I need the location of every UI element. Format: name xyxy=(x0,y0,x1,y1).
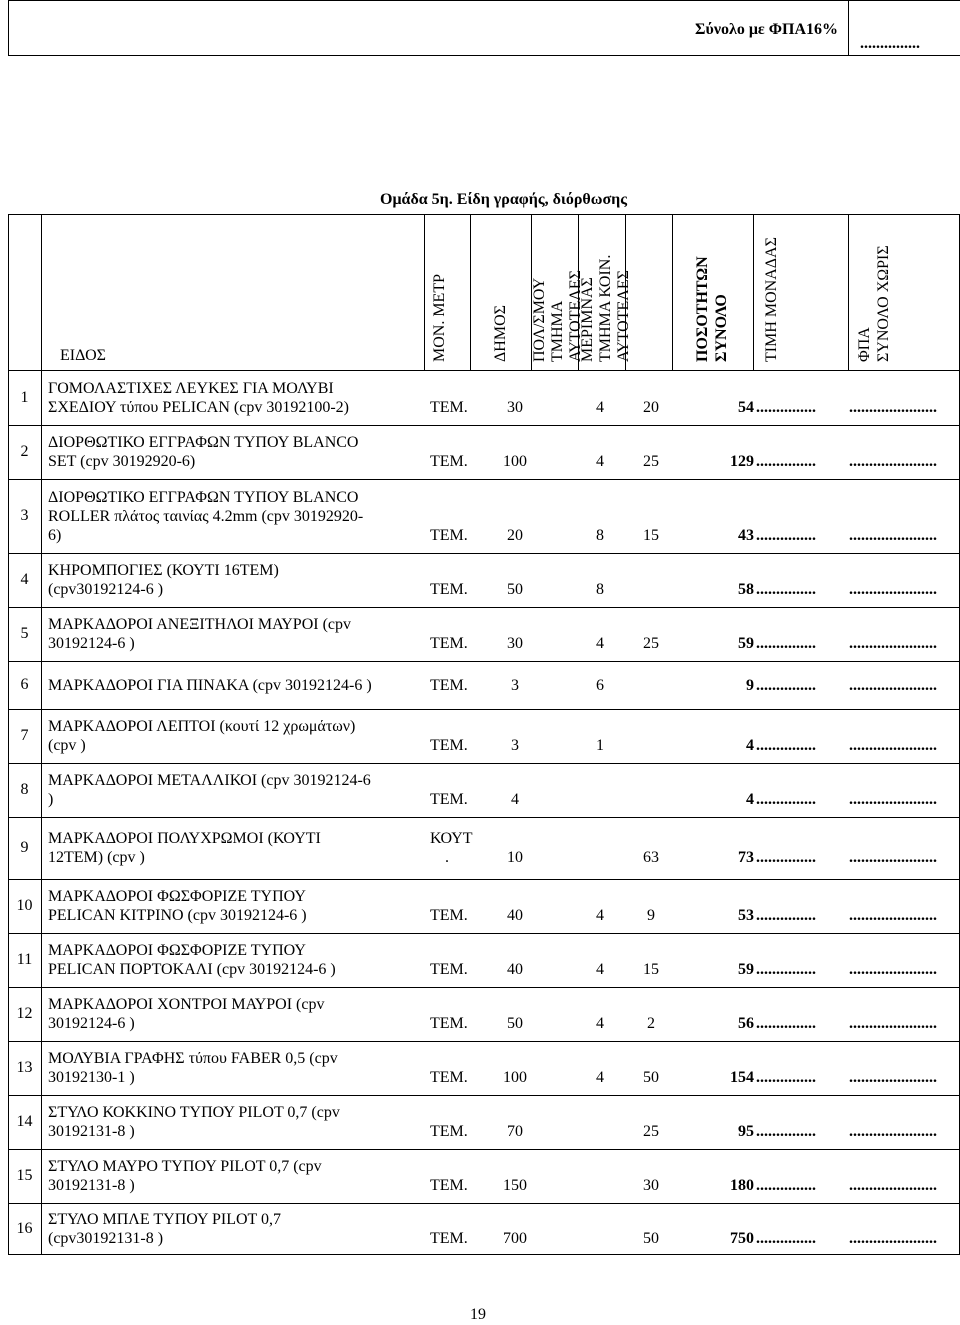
row-unit: ΤΕΜ. xyxy=(430,581,468,598)
row-unit: ΤΕΜ. xyxy=(430,635,468,652)
row-description: ΓΟΜΟΛΑΣΤΙΧΕΣ ΛΕΥΚΕΣ ΓΙΑ ΜΟΛΥΒΙ xyxy=(48,380,334,397)
row-total-no-vat: ...................... xyxy=(849,527,937,544)
row-total-no-vat: ...................... xyxy=(849,453,937,470)
row-unit-price: ............... xyxy=(756,527,816,544)
row-qty-dimos: 10 xyxy=(507,849,523,866)
row-description: ΣΤΥΛΟ ΜΑΥΡΟ ΤΥΠΟΥ PILOT 0,7 (cpv xyxy=(48,1158,322,1175)
row-total-no-vat: ...................... xyxy=(849,399,937,416)
row-qty-dimos: 700 xyxy=(503,1230,527,1247)
header-dept-a-line-3: ΠΟΛ/ΣΜΟΥ xyxy=(531,277,548,362)
row-description: ΜΑΡΚΑΔΟΡΟΙ ΑΝΕΞΙΤΗΛΟΙ ΜΑΥΡΟΙ (cpv xyxy=(48,616,352,633)
row-number: 8 xyxy=(20,781,29,798)
row-number: 16 xyxy=(16,1220,33,1237)
row-number: 1 xyxy=(20,389,29,406)
row-unit: ΤΕΜ. xyxy=(430,1177,468,1194)
row-qty-dimos: 4 xyxy=(511,791,519,808)
row-total-qty: 59 xyxy=(738,961,754,978)
row-total-no-vat: ...................... xyxy=(849,907,937,924)
row-qty-dept-a: 4 xyxy=(596,399,604,416)
row-qty-dept-a: 8 xyxy=(596,581,604,598)
row-unit-price: ............... xyxy=(756,1123,816,1140)
header-dept-a-line-2: ΤΜΗΜΑ xyxy=(549,300,566,362)
row-qty-dimos: 3 xyxy=(511,737,519,754)
row-unit: ΤΕΜ. xyxy=(430,1123,468,1140)
row-total-qty: 43 xyxy=(738,527,754,544)
row-unit-price: ............... xyxy=(756,737,816,754)
row-unit: ΤΕΜ. xyxy=(430,1015,468,1032)
row-total-qty: 9 xyxy=(746,677,754,694)
row-number: 3 xyxy=(20,507,29,524)
row-qty-dimos: 3 xyxy=(511,677,519,694)
header-total-no-vat-line-1: ΣΥΝΟΛΟ ΧΩΡΙΣ xyxy=(875,245,892,362)
header-dept-b xyxy=(579,222,632,362)
row-qty-dept-a: 6 xyxy=(596,677,604,694)
row-description: ΜΑΡΚΑΔΟΡΟΙ ΦΩΣΦΟΡΙΖΕ ΤΥΠΟΥ xyxy=(48,888,306,905)
row-unit-price: ............... xyxy=(756,1177,816,1194)
row-description: ΜΟΛΥΒΙΑ ΓΡΑΦΗΣ τύπου FABER 0,5 (cpv xyxy=(48,1050,338,1067)
row-description: ΔΙΟΡΘΩΤΙΚΟ ΕΓΓΡΑΦΩΝ ΤΥΠΟΥ BLANCO xyxy=(48,489,359,506)
row-description: ΣΤΥΛΟ ΜΠΛΕ ΤΥΠΟΥ PILOT 0,7 xyxy=(48,1211,282,1228)
row-unit-price: ............... xyxy=(756,791,816,808)
row-qty-dimos: 70 xyxy=(507,1123,523,1140)
row-number: 12 xyxy=(16,1005,33,1022)
row-description: ΜΑΡΚΑΔΟΡΟΙ ΛΕΠΤΟΙ (κουτί 12 χρωμάτων) xyxy=(48,718,356,735)
row-total-qty: 180 xyxy=(730,1177,754,1194)
header-dimos: ΔΗΜΟΣ xyxy=(492,305,509,362)
row-unit-price: ............... xyxy=(756,677,816,694)
row-qty-dept-b: 25 xyxy=(643,1123,659,1140)
header-dept-b-line-3: ΜΕΡΙΜΝΑΣ xyxy=(579,277,596,362)
row-qty-dept-b: 25 xyxy=(643,635,659,652)
row-number: 6 xyxy=(20,676,29,693)
row-total-no-vat: ...................... xyxy=(849,677,937,694)
row-total-no-vat: ...................... xyxy=(849,635,937,652)
header-dept-b-line-2: ΤΜΗΜΑ ΚΟΙΝ. xyxy=(597,254,614,362)
header-total-qty xyxy=(690,222,734,362)
row-number: 2 xyxy=(20,443,29,460)
row-unit-price: ............... xyxy=(756,635,816,652)
row-unit-price: ............... xyxy=(756,399,816,416)
row-unit: ΤΕΜ. xyxy=(430,737,468,754)
row-total-qty: 53 xyxy=(738,907,754,924)
row-qty-dept-b: 20 xyxy=(643,399,659,416)
row-qty-dept-b: 15 xyxy=(643,527,659,544)
row-description: ΣΤΥΛΟ ΚΟΚΚΙΝΟ ΤΥΠΟΥ PILOT 0,7 (cpv xyxy=(48,1104,340,1121)
row-total-no-vat: ...................... xyxy=(849,737,937,754)
row-number: 11 xyxy=(16,951,33,968)
row-number: 4 xyxy=(20,571,29,588)
row-unit-price: ............... xyxy=(756,581,816,598)
row-total-qty: 129 xyxy=(730,453,754,470)
header-total-qty-line-1: ΣΥΝΟΛΟ xyxy=(713,294,730,362)
row-total-qty: 54 xyxy=(738,399,754,416)
row-unit: ΤΕΜ. xyxy=(430,1230,468,1247)
row-qty-dept-b: 2 xyxy=(647,1015,655,1032)
row-description: ΚΗΡΟΜΠΟΓΙΕΣ (ΚΟΥΤΙ 16ΤΕΜ) xyxy=(48,562,279,579)
row-qty-dept-a: 8 xyxy=(596,527,604,544)
row-description: ΜΑΡΚΑΔΟΡΟΙ ΓΙΑ ΠΙΝΑΚΑ (cpv 30192124-6 ) xyxy=(48,677,372,694)
header-dept-a xyxy=(531,230,584,362)
row-total-qty: 58 xyxy=(738,581,754,598)
row-qty-dimos: 40 xyxy=(507,907,523,924)
row-qty-dept-a: 4 xyxy=(596,453,604,470)
row-number: 7 xyxy=(20,727,29,744)
row-qty-dimos: 20 xyxy=(507,527,523,544)
row-description: 12ΤΕΜ) (cpv ) xyxy=(48,849,145,866)
row-total-no-vat: ...................... xyxy=(849,1177,937,1194)
row-total-qty: 750 xyxy=(730,1230,754,1247)
row-total-no-vat: ...................... xyxy=(849,581,937,598)
row-total-no-vat: ...................... xyxy=(849,1015,937,1032)
row-description: 30192130-1 ) xyxy=(48,1069,135,1086)
row-unit-price: ............... xyxy=(756,1230,816,1247)
row-description: 6) xyxy=(48,527,62,544)
row-qty-dept-b: 25 xyxy=(643,453,659,470)
row-description: (cpv30192131-8 ) xyxy=(48,1230,164,1247)
row-qty-dimos: 50 xyxy=(507,581,523,598)
row-total-no-vat: ...................... xyxy=(849,791,937,808)
row-total-no-vat: ...................... xyxy=(849,1230,937,1247)
row-unit-price: ............... xyxy=(756,907,816,924)
row-qty-dept-a: 4 xyxy=(596,1015,604,1032)
row-total-qty: 4 xyxy=(746,791,754,808)
summary-value: ............... xyxy=(860,35,920,52)
row-description: 30192124-6 ) xyxy=(48,635,135,652)
row-qty-dept-b: 15 xyxy=(643,961,659,978)
row-unit-price: ............... xyxy=(756,961,816,978)
row-unit-cont: . xyxy=(445,849,449,866)
row-qty-dept-b: 63 xyxy=(643,849,659,866)
header-item: ΕΙΔΟΣ xyxy=(60,347,106,364)
row-unit-price: ............... xyxy=(756,1069,816,1086)
row-total-qty: 95 xyxy=(738,1123,754,1140)
row-qty-dept-a: 4 xyxy=(596,1069,604,1086)
row-total-qty: 154 xyxy=(730,1069,754,1086)
header-total-no-vat-line-2: ΦΠΑ xyxy=(856,327,873,362)
row-unit: ΤΕΜ. xyxy=(430,677,468,694)
row-unit: ΤΕΜ. xyxy=(430,791,468,808)
row-qty-dept-a: 4 xyxy=(596,635,604,652)
row-total-qty: 59 xyxy=(738,635,754,652)
row-description: (cpv ) xyxy=(48,737,86,754)
row-qty-dept-b: 50 xyxy=(643,1069,659,1086)
row-description: PELICAN ΚΙΤΡΙΝΟ (cpv 30192124-6 ) xyxy=(48,907,307,924)
row-qty-dimos: 50 xyxy=(507,1015,523,1032)
row-description: ROLLER πλάτος ταινίας 4.2mm (cpv 30192920- xyxy=(48,508,364,525)
row-unit: ΤΕΜ. xyxy=(430,399,468,416)
row-unit: ΤΕΜ. xyxy=(430,1069,468,1086)
row-unit-price: ............... xyxy=(756,453,816,470)
row-unit-price: ............... xyxy=(756,849,816,866)
row-unit: ΤΕΜ. xyxy=(430,453,468,470)
row-unit-price: ............... xyxy=(756,1015,816,1032)
row-unit: ΚΟΥΤ xyxy=(430,830,473,847)
row-description: 30192124-6 ) xyxy=(48,1015,135,1032)
row-total-qty: 4 xyxy=(746,737,754,754)
row-number: 15 xyxy=(16,1167,33,1184)
row-description: ΣΧΕΔΙΟΥ τύπου PELICAN (cpv 30192100-2) xyxy=(48,399,349,416)
header-total-qty-line-2: ΠΟΣΟΤΗΤΩΝ xyxy=(694,256,711,362)
row-total-qty: 73 xyxy=(738,849,754,866)
row-description: 30192131-8 ) xyxy=(48,1123,135,1140)
row-qty-dimos: 100 xyxy=(503,453,527,470)
row-qty-dimos: 30 xyxy=(507,635,523,652)
row-qty-dept-a: 4 xyxy=(596,961,604,978)
row-description: ΔΙΟΡΘΩΤΙΚΟ ΕΓΓΡΑΦΩΝ ΤΥΠΟΥ BLANCO xyxy=(48,434,359,451)
row-number: 9 xyxy=(20,839,29,856)
row-description: (cpv30192124-6 ) xyxy=(48,581,164,598)
summary-label: Σύνολο με ΦΠΑ16% xyxy=(695,21,838,38)
row-total-no-vat: ...................... xyxy=(849,961,937,978)
row-number: 5 xyxy=(20,625,29,642)
row-qty-dept-b: 30 xyxy=(643,1177,659,1194)
row-number: 13 xyxy=(16,1059,33,1076)
row-qty-dept-a: 4 xyxy=(596,907,604,924)
header-unit: ΜΟΝ. ΜΕΤΡ xyxy=(431,273,448,362)
row-qty-dept-b: 50 xyxy=(643,1230,659,1247)
row-unit: ΤΕΜ. xyxy=(430,961,468,978)
row-description: ΜΑΡΚΑΔΟΡΟΙ ΠΟΛΥΧΡΩΜΟΙ (ΚΟΥΤΙ xyxy=(48,830,321,847)
row-description: PELICAN ΠΟΡΤΟΚΑΛΙ (cpv 30192124-6 ) xyxy=(48,961,336,978)
row-description: ) xyxy=(48,791,54,808)
row-qty-dept-b: 9 xyxy=(647,907,655,924)
row-description: ΜΑΡΚΑΔΟΡΟΙ ΦΩΣΦΟΡΙΖΕ ΤΥΠΟΥ xyxy=(48,942,306,959)
row-unit: ΤΕΜ. xyxy=(430,527,468,544)
row-qty-dimos: 30 xyxy=(507,399,523,416)
row-qty-dimos: 100 xyxy=(503,1069,527,1086)
header-total-no-vat xyxy=(852,222,896,362)
row-description: ΜΑΡΚΑΔΟΡΟΙ ΧΟΝΤΡΟΙ ΜΑΥΡΟΙ (cpv xyxy=(48,996,325,1013)
header-dept-b-line-1: ΑΥΤΟΤΕΛΕΣ xyxy=(615,270,632,362)
row-total-no-vat: ...................... xyxy=(849,1069,937,1086)
row-total-no-vat: ...................... xyxy=(849,1123,937,1140)
row-description: ΜΑΡΚΑΔΟΡΟΙ ΜΕΤΑΛΛΙΚΟΙ (cpv 30192124-6 xyxy=(48,772,371,789)
row-qty-dept-a: 1 xyxy=(596,737,604,754)
row-qty-dimos: 150 xyxy=(503,1177,527,1194)
header-dept-a-line-1: ΑΥΤΟΤΕΛΕΣ xyxy=(567,270,584,362)
row-qty-dimos: 40 xyxy=(507,961,523,978)
group-title: Ομάδα 5η. Είδη γραφής, διόρθωσης xyxy=(380,191,627,208)
row-description: SET (cpv 30192920-6) xyxy=(48,453,196,470)
header-unit-price: ΤΙΜΗ ΜΟΝΑΔΑΣ xyxy=(763,237,780,362)
row-unit: ΤΕΜ. xyxy=(430,907,468,924)
row-total-qty: 56 xyxy=(738,1015,754,1032)
row-number: 14 xyxy=(16,1113,33,1130)
row-total-no-vat: ...................... xyxy=(849,849,937,866)
row-description: 30192131-8 ) xyxy=(48,1177,135,1194)
page-number: 19 xyxy=(470,1306,486,1323)
row-number: 10 xyxy=(16,897,33,914)
